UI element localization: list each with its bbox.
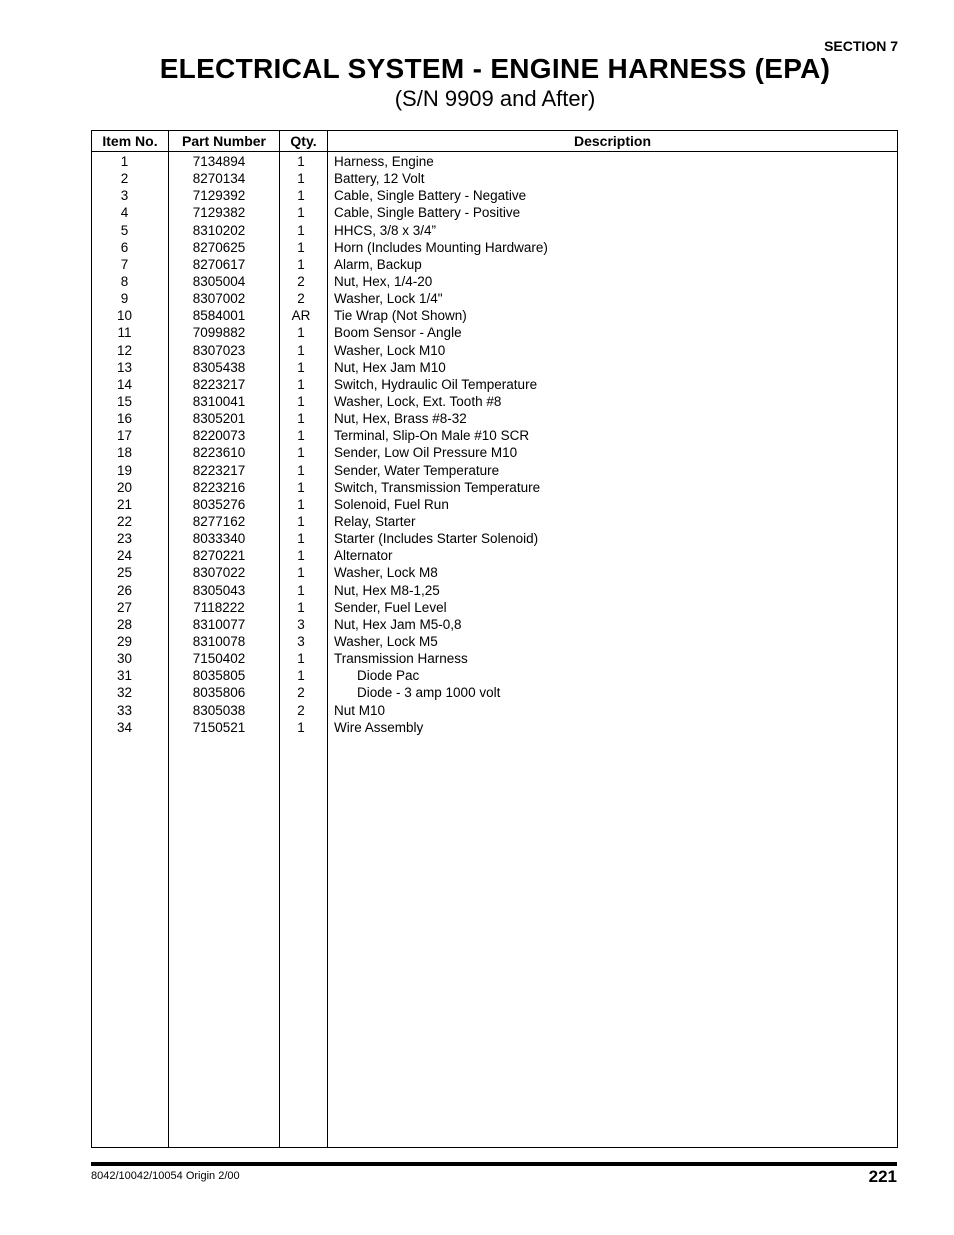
item-number-cell: 10 <box>116 308 133 324</box>
quantity-cell: 1 <box>297 171 305 187</box>
quantity-cell: 2 <box>297 685 305 701</box>
part-number-cell: 8270134 <box>192 171 246 187</box>
part-number-cell: 7099882 <box>192 325 246 341</box>
quantity-cell: 3 <box>297 633 305 649</box>
part-number-cell: 7118222 <box>193 599 245 615</box>
description-cell: Washer, Lock M5 <box>334 633 438 649</box>
table-row <box>92 273 897 290</box>
item-number-cell: 20 <box>116 479 133 495</box>
table-row <box>92 187 897 204</box>
parts-table <box>91 130 898 1148</box>
item-number-cell: 23 <box>116 531 133 547</box>
item-number-cell: 14 <box>116 376 133 392</box>
part-number-cell: 8223216 <box>192 479 246 495</box>
footer-rule <box>91 1162 897 1166</box>
quantity-cell: AR <box>291 308 311 324</box>
part-number-cell: 8035806 <box>192 685 246 701</box>
part-number-cell: 8035805 <box>192 668 246 684</box>
description-cell: Boom Sensor - Angle <box>334 325 462 341</box>
description-cell: Terminal, Slip-On Male #10 SCR <box>334 428 530 444</box>
part-number-cell: 7150521 <box>192 719 246 735</box>
item-number-cell: 26 <box>116 582 133 598</box>
table-row <box>92 599 897 616</box>
quantity-cell: 1 <box>297 359 305 375</box>
quantity-cell: 1 <box>297 479 305 495</box>
description-cell: HHCS, 3/8 x 3/4” <box>334 222 437 238</box>
description-cell: Washer, Lock, Ext. Tooth #8 <box>334 393 502 409</box>
quantity-cell: 2 <box>297 273 305 289</box>
item-number-cell: 5 <box>120 222 129 238</box>
item-number-cell: 1 <box>120 154 129 169</box>
description-cell: Switch, Transmission Temperature <box>334 479 541 495</box>
description-cell: Washer, Lock 1/4" <box>334 291 443 307</box>
table-row <box>92 462 897 479</box>
item-number-cell: 11 <box>117 325 132 341</box>
table-row <box>92 170 897 187</box>
quantity-cell: 1 <box>297 531 305 547</box>
description-cell: Alternator <box>334 548 393 564</box>
description-cell: Solenoid, Fuel Run <box>334 496 449 512</box>
part-number-cell: 8307023 <box>192 342 246 358</box>
quantity-cell: 1 <box>297 239 305 255</box>
item-number-cell: 24 <box>116 548 133 564</box>
description-cell: Starter (Includes Starter Solenoid) <box>334 531 539 547</box>
table-row <box>92 376 897 393</box>
item-number-cell: 30 <box>116 651 133 667</box>
part-number-cell: 8307002 <box>192 291 246 307</box>
header-qty: Qty. <box>290 133 317 149</box>
part-number-cell: 7129382 <box>192 205 246 221</box>
quantity-cell: 1 <box>297 548 305 564</box>
part-number-cell: 8220073 <box>192 428 246 444</box>
item-number-cell: 28 <box>116 616 133 632</box>
table-row <box>92 324 897 341</box>
part-number-cell: 8305043 <box>192 582 246 598</box>
table-row <box>92 496 897 513</box>
description-cell: Sender, Water Temperature <box>334 462 500 478</box>
part-number-cell: 8223610 <box>192 445 246 461</box>
quantity-cell: 1 <box>297 719 305 735</box>
table-row <box>92 616 897 633</box>
part-number-cell: 8270221 <box>192 548 246 564</box>
quantity-cell: 1 <box>297 411 305 427</box>
quantity-cell: 1 <box>297 565 305 581</box>
description-cell: Switch, Hydraulic Oil Temperature <box>334 376 538 392</box>
page-subtitle: (S/N 9909 and After) <box>394 86 596 111</box>
description-cell: Sender, Fuel Level <box>334 599 447 615</box>
quantity-cell: 1 <box>297 154 305 169</box>
quantity-cell: 1 <box>297 256 305 272</box>
description-cell: Cable, Single Battery - Negative <box>334 188 527 204</box>
table-row <box>92 359 897 376</box>
item-number-cell: 22 <box>116 513 133 529</box>
quantity-cell: 2 <box>297 702 305 718</box>
table-row <box>92 393 897 410</box>
part-number-cell: 8310041 <box>192 393 246 409</box>
quantity-cell: 1 <box>297 668 305 684</box>
quantity-cell: 1 <box>297 513 305 529</box>
quantity-cell: 1 <box>297 651 305 667</box>
part-number-cell: 8035276 <box>192 496 246 512</box>
page-title: ELECTRICAL SYSTEM - ENGINE HARNESS (EPA) <box>159 53 831 84</box>
part-number-cell: 7129392 <box>192 188 246 204</box>
quantity-cell: 1 <box>297 342 305 358</box>
item-number-cell: 16 <box>116 411 133 427</box>
table-row <box>92 444 897 461</box>
description-cell: Diode - 3 amp 1000 volt <box>357 685 501 701</box>
quantity-cell: 1 <box>297 445 305 461</box>
item-number-cell: 3 <box>120 188 129 204</box>
description-cell: Harness, Engine <box>334 154 434 169</box>
table-row <box>92 479 897 496</box>
table-row <box>92 307 897 324</box>
description-cell: Nut, Hex Jam M5-0,8 <box>334 616 462 632</box>
description-cell: Relay, Starter <box>334 513 416 529</box>
table-row <box>92 256 897 273</box>
item-number-cell: 15 <box>116 393 133 409</box>
table-body <box>92 153 897 736</box>
item-number-cell: 12 <box>116 342 133 358</box>
part-number-cell: 8033340 <box>192 531 246 547</box>
part-number-cell: 8305004 <box>192 273 246 289</box>
description-cell: Alarm, Backup <box>334 256 422 272</box>
table-row <box>92 547 897 564</box>
item-number-cell: 25 <box>116 565 133 581</box>
table-row <box>92 290 897 307</box>
item-number-cell: 2 <box>120 171 129 187</box>
part-number-cell: 7150402 <box>192 651 246 667</box>
table-row <box>92 153 897 170</box>
part-number-cell: 8305438 <box>192 359 246 375</box>
table-row <box>92 239 897 256</box>
table-row <box>92 564 897 581</box>
item-number-cell: 32 <box>116 685 133 701</box>
description-cell: Nut, Hex, Brass #8-32 <box>334 411 467 427</box>
table-row <box>92 222 897 239</box>
table-row <box>92 582 897 599</box>
item-number-cell: 7 <box>120 256 129 272</box>
quantity-cell: 1 <box>297 428 305 444</box>
description-cell: Nut, Hex M8-1,25 <box>334 582 440 598</box>
description-cell: Horn (Includes Mounting Hardware) <box>334 239 548 255</box>
header-divider <box>92 151 897 152</box>
quantity-cell: 1 <box>297 599 305 615</box>
description-cell: Nut, Hex, 1/4-20 <box>334 273 433 289</box>
header-item-no: Item No. <box>102 133 158 149</box>
description-cell: Cable, Single Battery - Positive <box>334 205 521 221</box>
item-number-cell: 13 <box>116 359 133 375</box>
page-number: 221 <box>868 1167 897 1186</box>
description-cell: Wire Assembly <box>334 719 424 735</box>
part-number-cell: 8310077 <box>192 616 246 632</box>
description-cell: Tie Wrap (Not Shown) <box>334 308 467 324</box>
item-number-cell: 9 <box>120 291 129 307</box>
table-row <box>92 650 897 667</box>
part-number-cell: 7134894 <box>192 154 246 169</box>
item-number-cell: 21 <box>116 496 133 512</box>
item-number-cell: 34 <box>116 719 133 735</box>
table-row <box>92 684 897 701</box>
part-number-cell: 8223217 <box>192 376 246 392</box>
quantity-cell: 1 <box>297 462 305 478</box>
item-number-cell: 6 <box>120 239 129 255</box>
table-row <box>92 513 897 530</box>
item-number-cell: 8 <box>120 273 129 289</box>
item-number-cell: 19 <box>116 462 133 478</box>
part-number-cell: 8223217 <box>192 462 246 478</box>
item-number-cell: 31 <box>116 668 133 684</box>
quantity-cell: 1 <box>297 325 305 341</box>
part-number-cell: 8277162 <box>192 513 246 529</box>
table-row <box>92 342 897 359</box>
part-number-cell: 8584001 <box>192 308 246 324</box>
table-row <box>92 530 897 547</box>
description-cell: Washer, Lock M10 <box>334 342 446 358</box>
part-number-cell: 8310202 <box>192 222 246 238</box>
header-description: Description <box>573 133 651 149</box>
table-row <box>92 719 897 736</box>
quantity-cell: 1 <box>297 393 305 409</box>
quantity-cell: 1 <box>297 188 305 204</box>
quantity-cell: 1 <box>297 582 305 598</box>
quantity-cell: 1 <box>297 496 305 512</box>
quantity-cell: 1 <box>297 222 305 238</box>
header-part-number: Part Number <box>181 133 267 149</box>
table-row <box>92 667 897 684</box>
quantity-cell: 2 <box>297 291 305 307</box>
item-number-cell: 18 <box>116 445 133 461</box>
part-number-cell: 8305038 <box>192 702 246 718</box>
description-cell: Nut M10 <box>334 702 386 718</box>
section-label: SECTION 7 <box>824 38 898 54</box>
description-cell: Diode Pac <box>357 668 420 684</box>
item-number-cell: 29 <box>116 633 133 649</box>
quantity-cell: 1 <box>297 205 305 221</box>
table-row <box>92 427 897 444</box>
part-number-cell: 8305201 <box>192 411 246 427</box>
description-cell: Washer, Lock M8 <box>334 565 438 581</box>
description-cell: Battery, 12 Volt <box>334 171 425 187</box>
part-number-cell: 8307022 <box>192 565 246 581</box>
item-number-cell: 4 <box>120 205 129 221</box>
table-row <box>92 410 897 427</box>
item-number-cell: 33 <box>116 702 133 718</box>
quantity-cell: 3 <box>297 616 305 632</box>
table-row <box>92 633 897 650</box>
description-cell: Nut, Hex Jam M10 <box>334 359 446 375</box>
footer-doc-ref: 8042/10042/10054 Origin 2/00 <box>91 1170 240 1182</box>
table-row <box>92 204 897 221</box>
item-number-cell: 17 <box>116 428 133 444</box>
quantity-cell: 1 <box>297 376 305 392</box>
table-row <box>92 702 897 719</box>
part-number-cell: 8270617 <box>192 256 246 272</box>
item-number-cell: 27 <box>116 599 133 615</box>
part-number-cell: 8310078 <box>192 633 246 649</box>
description-cell: Transmission Harness <box>334 651 468 667</box>
part-number-cell: 8270625 <box>192 239 246 255</box>
description-cell: Sender, Low Oil Pressure M10 <box>334 445 518 461</box>
